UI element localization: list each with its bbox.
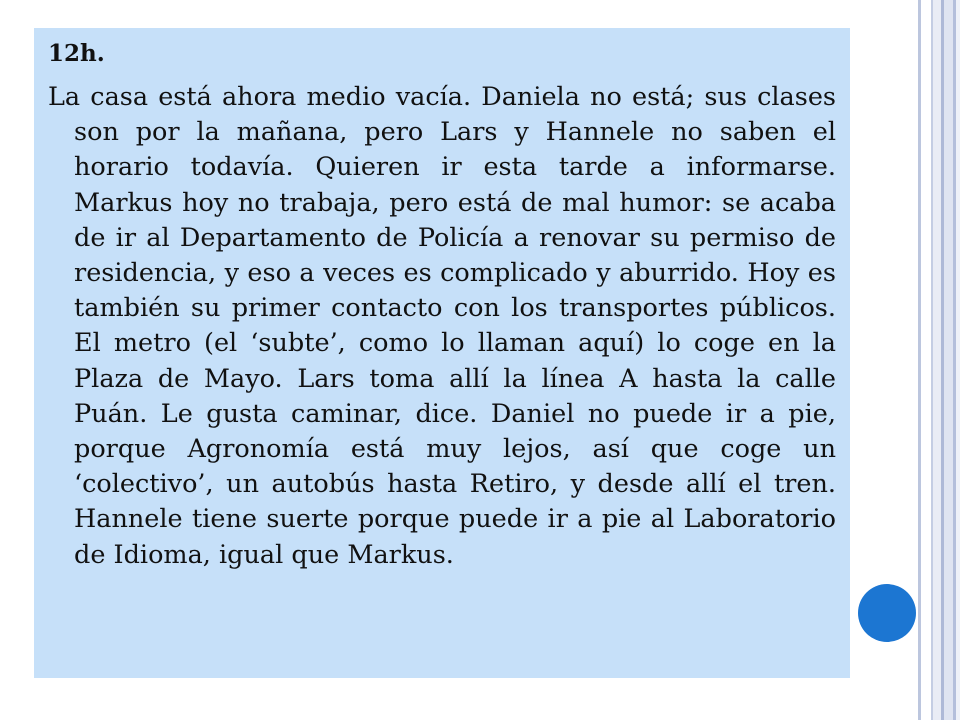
decorative-circle xyxy=(858,584,916,642)
decorative-stripe xyxy=(921,0,931,720)
text-box xyxy=(34,28,850,678)
slide-heading: 12h. xyxy=(48,40,105,67)
decorative-stripe xyxy=(944,0,953,720)
decorative-stripe xyxy=(933,0,941,720)
decorative-stripe xyxy=(956,0,960,720)
slide-paragraph: La casa está ahora medio vacía. Daniela no está; sus clases son por la mañana, pero Lars y Hannele no saben el horario todavía. Quieren ir esta tarde a informarse. Markus hoy no trabaja, pero está de mal humor: se acaba de ir al Departamento de Policía a renovar su permiso de residencia, y eso a veces es complicado y aburrido. Hoy es también su primer contacto con los transportes públicos. El metro (el ‘subte’, como lo llaman aquí) lo coge en la Plaza de Mayo. Lars toma allí la línea A hasta la calle Puán. Le gusta caminar, dice. Daniel no puede ir a pie, porque Agronomía está muy lejos, así que coge un ‘colectivo’, un autobús hasta Retiro, y desde allí el tren. Hannele tiene suerte porque puede ir a pie al Laboratorio de Idioma, igual que Markus. xyxy=(48,82,836,570)
